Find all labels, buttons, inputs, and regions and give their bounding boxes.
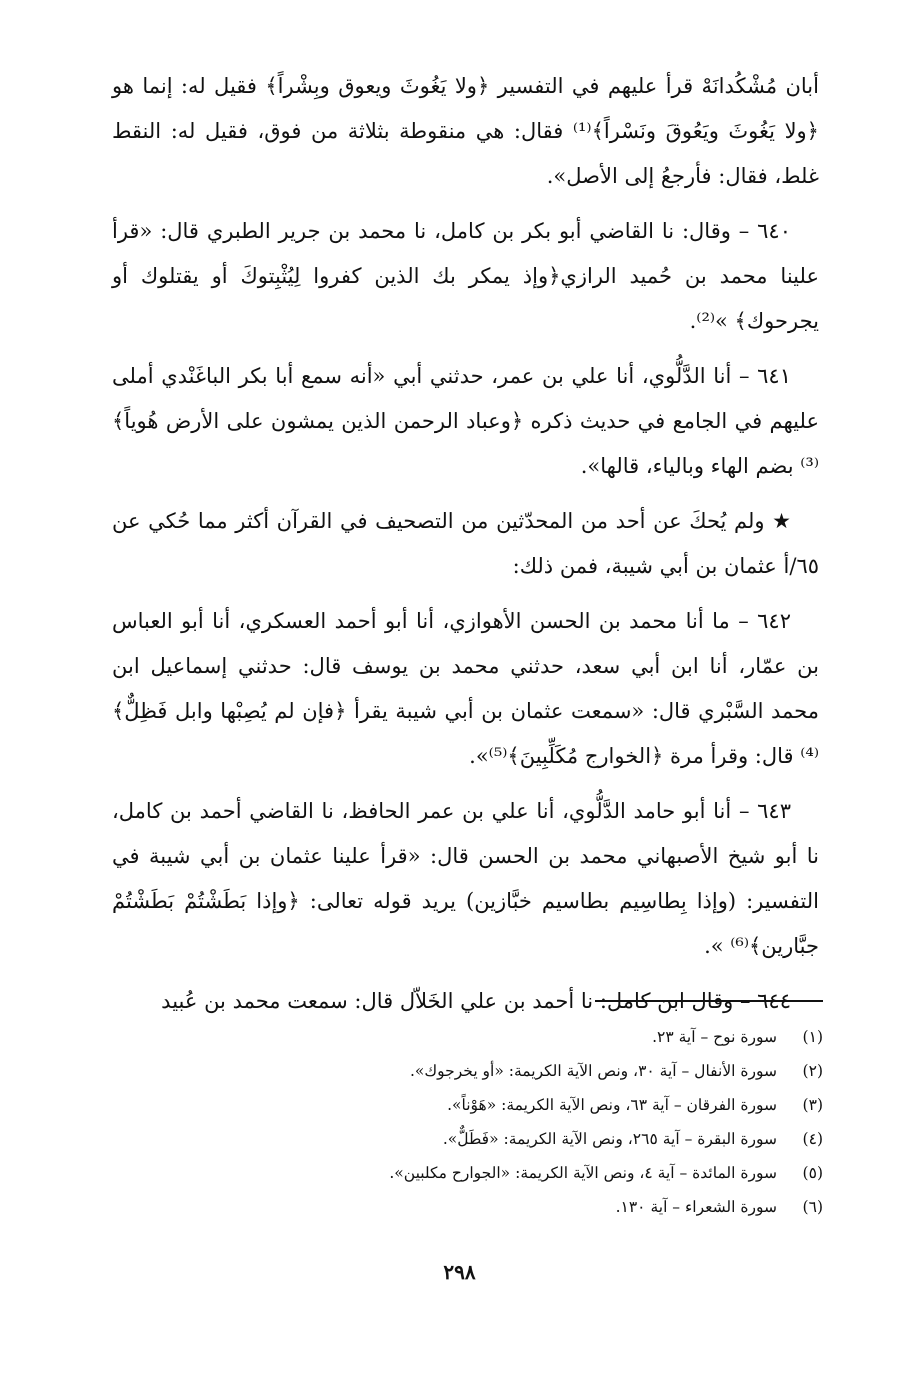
footnote-item [150,1156,823,1190]
footnote-number: (٢) [802,1062,823,1080]
paragraph-642: ٦٤٢ – ما أنا محمد بن الحسن الأهوازي، أنا أبو أحمد العسكري، أنا أبو العباس بن عمّار، أنا ابن أبي سعد، حدثني محمد بن يوسف قال: حدثني إسماعيل ابن محمد السَّبْري قال: «سمعت عثمان بن أبي شيبة يقرأ ﴿فإن لم يُصِبْها وابل فَظِلٌّ﴾⁽⁴⁾ قال: وقرأ مرة ﴿الخوارج مُكَلِّبِينَ﴾⁽⁵⁾». [112,609,819,768]
footnote-text: سورة الفرقان – آية ٦٣، ونص الآية الكريمة: «هَوْناً». [447,1096,777,1114]
paragraph-note: ★ ولم يُحكَ عن أحد من المحدّثين من التصحيف في القرآن أكثر مما حُكي عن ٦٥/أ عثمان بن أبي شيبة، فمن ذلك: [112,509,819,578]
footnote-item [150,1088,823,1122]
footnote-text: سورة الشعراء – آية ١٣٠. [615,1198,777,1216]
paragraph-1: أبان مُشْكُدانَهْ قرأ عليهم في التفسير ﴿ولا يَغُوثَ ويعوق وبِشْراً﴾ فقيل له: إنما هو ﴿ولا يَغُوثَ ويَعُوقَ ونَسْراً﴾⁽¹⁾ فقال: هي منقوطة بثلاثة من فوق، فقيل له: النقط غلط، فقال: فأرجعُ إلى الأصل». [112,74,819,188]
footnote-number: (٤) [802,1130,823,1148]
footnote-item [150,1020,823,1054]
paragraph-643: ٦٤٣ – أنا أبو حامد الدَّلُّوي، أنا علي بن عمر الحافظ، نا القاضي أحمد بن كامل، نا أبو شيخ الأصبهاني محمد بن الحسن قال: «قرأ علينا عثمان بن أبي شيبة في التفسير: (وإذا بِطاسِيم بطاسيم خبَّازين) يريد قوله تعالى: ﴿وإذا بَطَشْتُمْ بَطَشْتُمْ جبَّارين﴾⁽⁶⁾ ». [112,799,819,958]
paragraph-644: ٦٤٤ – وقال ابن كامل: نا أحمد بن علي الخَلاّل قال: سمعت محمد بن عُبيد [161,989,791,1013]
page-number: ٢٩٨ [443,1260,476,1284]
footnotes [150,1020,823,1224]
paragraph-641: ٦٤١ – أنا الدَّلُّوي، أنا علي بن عمر، حدثني أبي «أنه سمع أبا بكر الباغَنْدي أملى عليهم في الجامع في حديث ذكره ﴿وعباد الرحمن الذين يمشون على الأرض هُوياً﴾⁽³⁾ بضم الهاء وبالياء، قالها». [112,364,819,478]
paragraph-640: ٦٤٠ – وقال: نا القاضي أبو بكر بن كامل، نا محمد بن جرير الطبري قال: «قرأ علينا محمد بن حُميد الرازي﴿وإذ يمكر بك الذين كفروا لِيُثْبِتوكَ أو يقتلوك أو يجرحوك﴾ »⁽²⁾. [112,219,819,333]
footnote-item [150,1054,823,1088]
footnote-number: (٣) [802,1096,823,1114]
footnote-text: سورة الأنفال – آية ٣٠، ونص الآية الكريمة: «أو يخرجوك». [409,1062,777,1080]
footnote-number: (٦) [802,1198,823,1216]
footnote-text: سورة البقرة – آية ٢٦٥، ونص الآية الكريمة: «فَطَلٌّ». [442,1130,777,1148]
footnote-number: (٥) [802,1164,823,1182]
footnote-item [150,1122,823,1156]
footnote-text: سورة نوح – آية ٢٣. [652,1028,777,1046]
footnote-text: سورة المائدة – آية ٤، ونص الآية الكريمة: «الجوارح مكلبين». [389,1164,777,1182]
main-text [112,64,819,1034]
footnote-item [150,1190,823,1224]
footnote-number: (١) [802,1028,823,1046]
